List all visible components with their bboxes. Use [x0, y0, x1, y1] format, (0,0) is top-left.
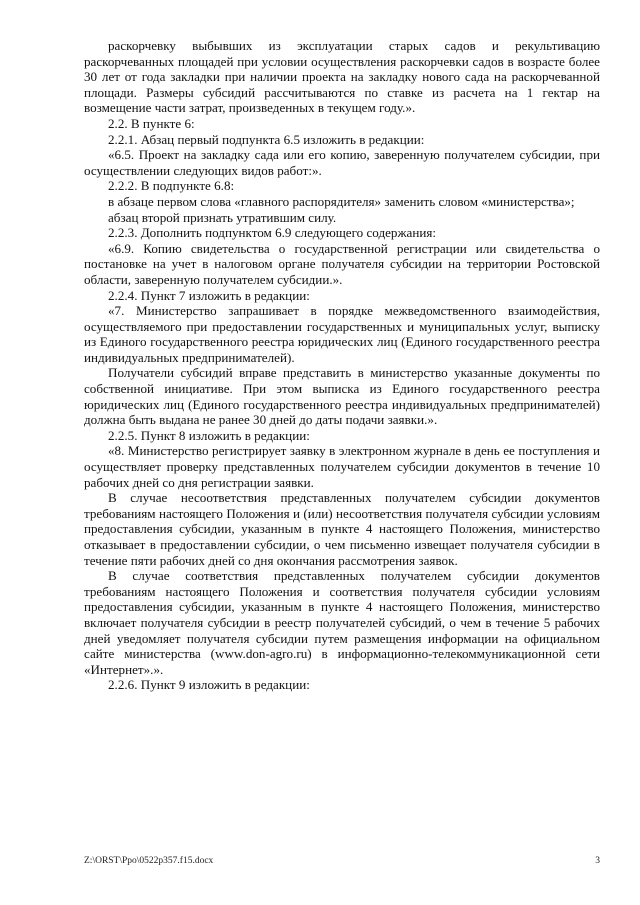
paragraph-4: «6.5. Проект на закладку сада или его копию, заверенную получателем субсидии, при осуществлении следующих видов работ:».: [84, 147, 600, 178]
paragraph-6: в абзаце первом слова «главного распорядителя» заменить словом «министерства»;: [108, 193, 575, 209]
paragraph-3: 2.2.1. Абзац первый подпункта 6.5 изложить в редакции:: [108, 131, 425, 147]
page-number: 3: [595, 856, 600, 866]
paragraph-2: 2.2. В пункте 6:: [108, 115, 195, 131]
paragraph-14: «8. Министерство регистрирует заявку в электронном журнале в день ее поступления и осуществляет проверку представленных получателем субсидии документов в течение 10 рабочих дней со дня регистрации заявки.: [84, 443, 600, 490]
document-body: [84, 38, 600, 693]
paragraph-1: раскорчевку выбывших из эксплуатации старых садов и рекультивацию раскорчеванных площадей при условии осуществления раскорчевки садов в возрасте более 30 лет от года закладки при наличии проекта на закладку нового сада на раскорчеванной площади. Размеры субсидий рассчитываются по ставке из расчета на 1 гектар на возмещение части затрат, произведенных в текущем году.».: [84, 38, 600, 116]
paragraph-5: 2.2.2. В подпункте 6.8:: [108, 178, 235, 194]
paragraph-16: В случае соответствия представленных получателем субсидии документов требованиям настоящего Положения и соответствия получателя субсидии условиям предоставления субсидии, указанным в пункте 4 настоящего Положения, министерство включает получателя субсидии в реестр получателей субсидий, о чем в течение 5 рабочих дней уведомляет получателя субсидии путем размещения информации на официальном сайте министерства (www.don-agro.ru) в информационно-телекоммуникационной сети «Интернет».».: [84, 568, 600, 677]
paragraph-8: 2.2.3. Дополнить подпунктом 6.9 следующего содержания:: [108, 225, 437, 241]
paragraph-15: В случае несоответствия представленных получателем субсидии документов требованиям настоящего Положения и (или) несоответствия получателя субсидии условиям предоставления субсидии, указанным в пункте 4 настоящего Положения, министерство отказывает в предоставлении субсидии, о чем письменно извещает получателя субсидии в течение пяти рабочих дней со дня окончания рассмотрения заявок.: [84, 490, 600, 568]
file-path: Z:\ORST\Ppo\0522p357.f15.docx: [84, 856, 214, 866]
paragraph-7: абзац второй признать утратившим силу.: [108, 209, 337, 225]
paragraph-12: Получатели субсидий вправе представить в министерство указанные документы по собственной инициативе. При этом выписка из Единого государственного реестра юридических лиц (Единого государственного реестра индивидуальных предпринимателей) должна быть выдана не ранее 30 дней до даты подачи заявки.».: [84, 365, 600, 428]
paragraph-9: «6.9. Копию свидетельства о государственной регистрации или свидетельства о постановке на учет в налоговом органе получателя субсидии на территории Ростовской области, заверенную получателем субсидии.».: [84, 240, 600, 287]
paragraph-13: 2.2.5. Пункт 8 изложить в редакции:: [108, 427, 310, 443]
paragraph-17: 2.2.6. Пункт 9 изложить в редакции:: [108, 677, 310, 693]
paragraph-11: «7. Министерство запрашивает в порядке межведомственного взаимодействия, осуществляемого при предоставлении государственных и муниципальных услуг, выписку из Единого государственного реестра юридических лиц (Единого государственного реестра индивидуальных предпринимателей).: [84, 303, 600, 365]
paragraph-10: 2.2.4. Пункт 7 изложить в редакции:: [108, 287, 310, 303]
